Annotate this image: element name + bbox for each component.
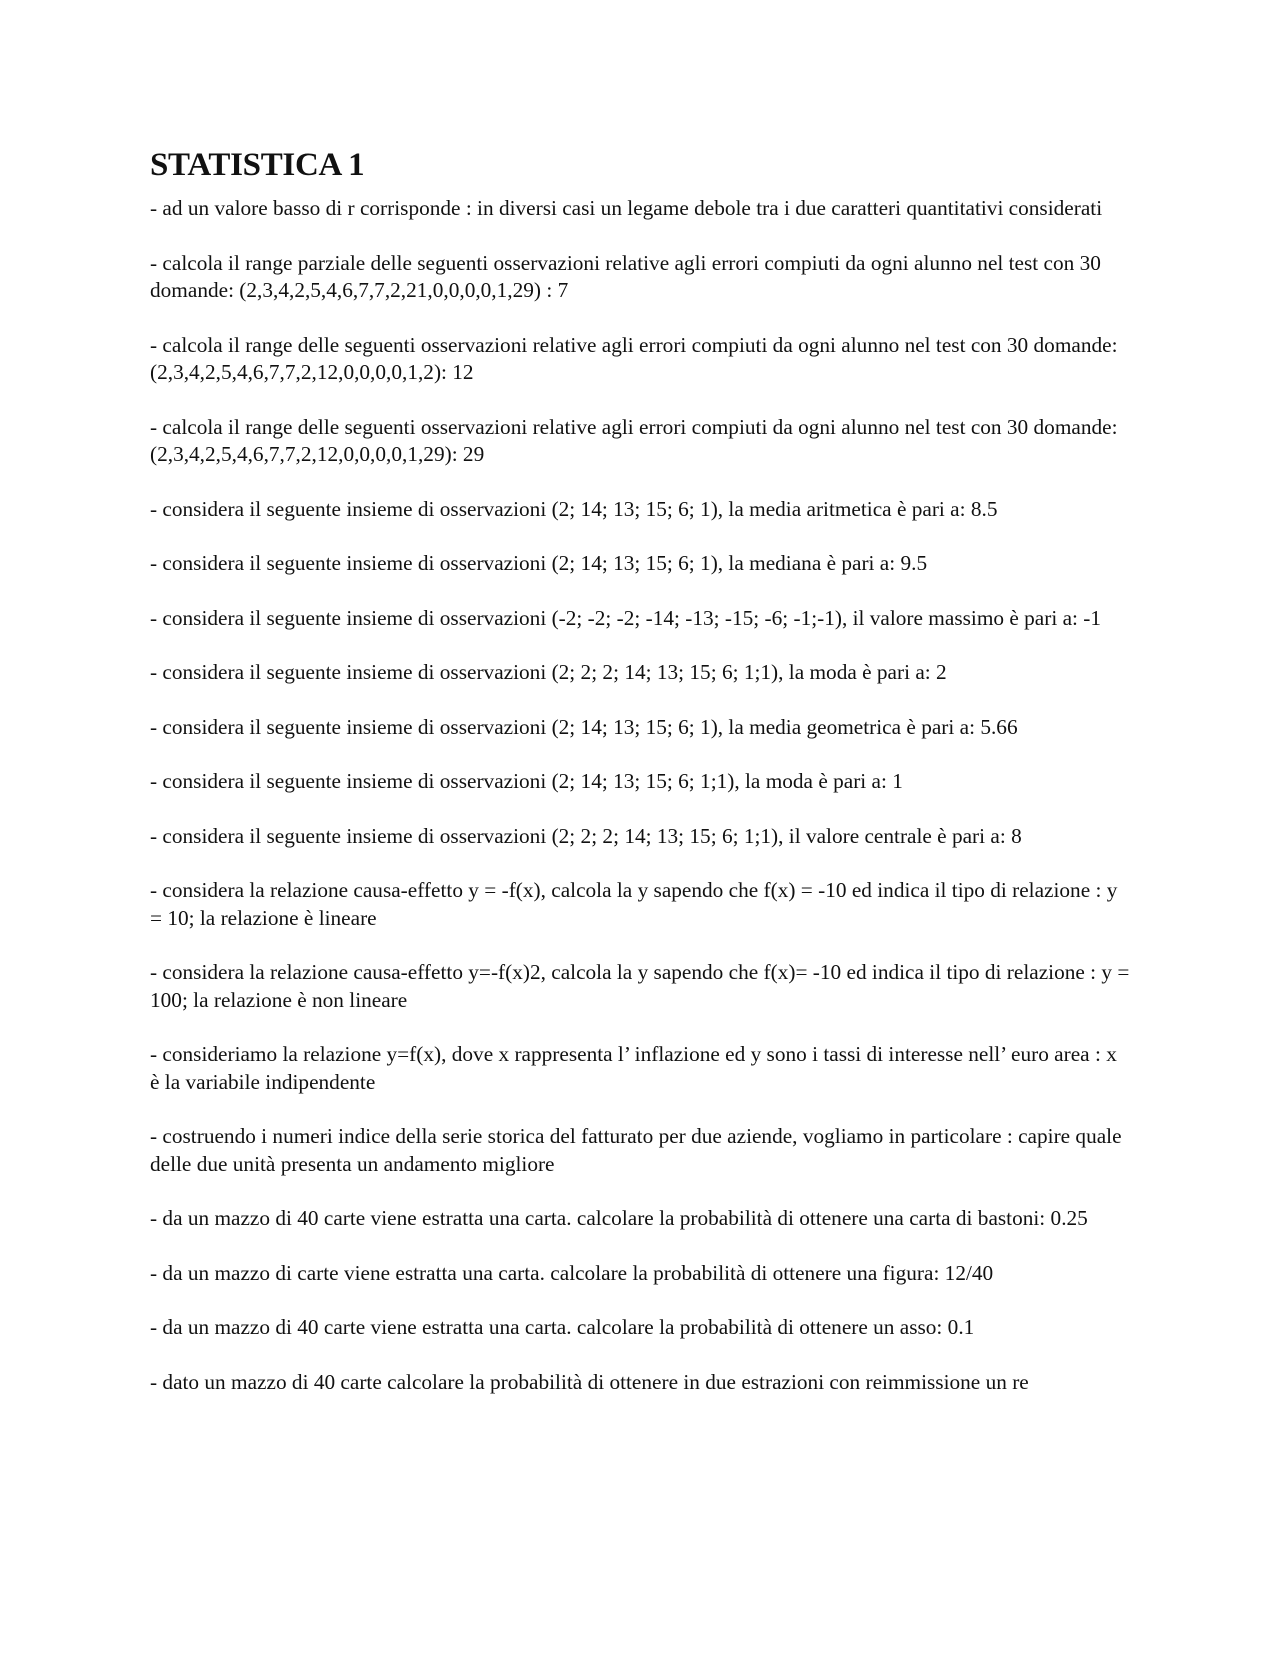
question-item: - ad un valore basso di r corrisponde : in diversi casi un legame debole tra i due caratteri quantitativi considerati <box>150 196 1103 220</box>
question-item: - calcola il range parziale delle seguenti osservazioni relative agli errori compiuti da ogni alunno nel test con 30 domande: (2,3,4,2,5,4,6,7,7,2,21,0,0,0,0,1,29) : 7 <box>150 250 1101 302</box>
question-list <box>150 195 1130 1396</box>
question-item: - calcola il range delle seguenti osservazioni relative agli errori compiuti da ogni alunno nel test con 30 domande: (2,3,4,2,5,4,6,7,7,2,12,0,0,0,0,1,29): 29 <box>150 414 1118 466</box>
question-item: - considera il seguente insieme di osservazioni (-2; -2; -2; -14; -13; -15; -6; -1;-1), il valore massimo è pari a: -1 <box>150 605 1101 630</box>
question-item: - considera il seguente insieme di osservazioni (2; 2; 2; 14; 13; 15; 6; 1;1), la moda è pari a: 2 <box>150 660 947 684</box>
question-item: - considera la relazione causa-effetto y = -f(x), calcola la y sapendo che f(x) = -10 ed indica il tipo di relazione : y = 10; la relazione è lineare <box>150 878 1118 930</box>
question-item: - considera il seguente insieme di osservazioni (2; 14; 13; 15; 6; 1), la media aritmetica è pari a: 8.5 <box>150 496 998 521</box>
document-title: STATISTICA 1 <box>150 147 365 183</box>
question-item: - costruendo i numeri indice della serie storica del fatturato per due aziende, vogliamo in particolare : capire quale delle due unità presenta un andamento migliore <box>150 1124 1122 1176</box>
question-item: - considera il seguente insieme di osservazioni (2; 14; 13; 15; 6; 1;1), la moda è pari a: 1 <box>150 769 903 793</box>
question-item: - considera la relazione causa-effetto y=-f(x)2, calcola la y sapendo che f(x)= -10 ed indica il tipo di relazione : y = 100; la relazione è non lineare <box>150 960 1130 1012</box>
question-item: - dato un mazzo di 40 carte calcolare la probabilità di ottenere in due estrazioni con reimmissione un re <box>150 1369 1029 1394</box>
question-item: - considera il seguente insieme di osservazioni (2; 14; 13; 15; 6; 1), la mediana è pari a: 9.5 <box>150 551 928 575</box>
question-item: - calcola il range delle seguenti osservazioni relative agli errori compiuti da ogni alunno nel test con 30 domande: (2,3,4,2,5,4,6,7,7,2,12,0,0,0,0,1,2): 12 <box>150 332 1118 384</box>
document-page <box>150 145 1130 1423</box>
question-item: - considera il seguente insieme di osservazioni (2; 14; 13; 15; 6; 1), la media geometrica è pari a: 5.66 <box>150 714 1018 739</box>
question-item: - da un mazzo di 40 carte viene estratta una carta. calcolare la probabilità di ottenere una carta di bastoni: 0.25 <box>150 1206 1088 1230</box>
question-item: - da un mazzo di 40 carte viene estratta una carta. calcolare la probabilità di ottenere un asso: 0.1 <box>150 1315 975 1339</box>
question-item: - considera il seguente insieme di osservazioni (2; 2; 2; 14; 13; 15; 6; 1;1), il valore centrale è pari a: 8 <box>150 823 1022 848</box>
question-item: - consideriamo la relazione y=f(x), dove x rappresenta l’ inflazione ed y sono i tassi di interesse nell’ euro area : x è la variabile indipendente <box>150 1042 1117 1094</box>
question-item: - da un mazzo di carte viene estratta una carta. calcolare la probabilità di ottenere una figura: 12/40 <box>150 1260 994 1285</box>
